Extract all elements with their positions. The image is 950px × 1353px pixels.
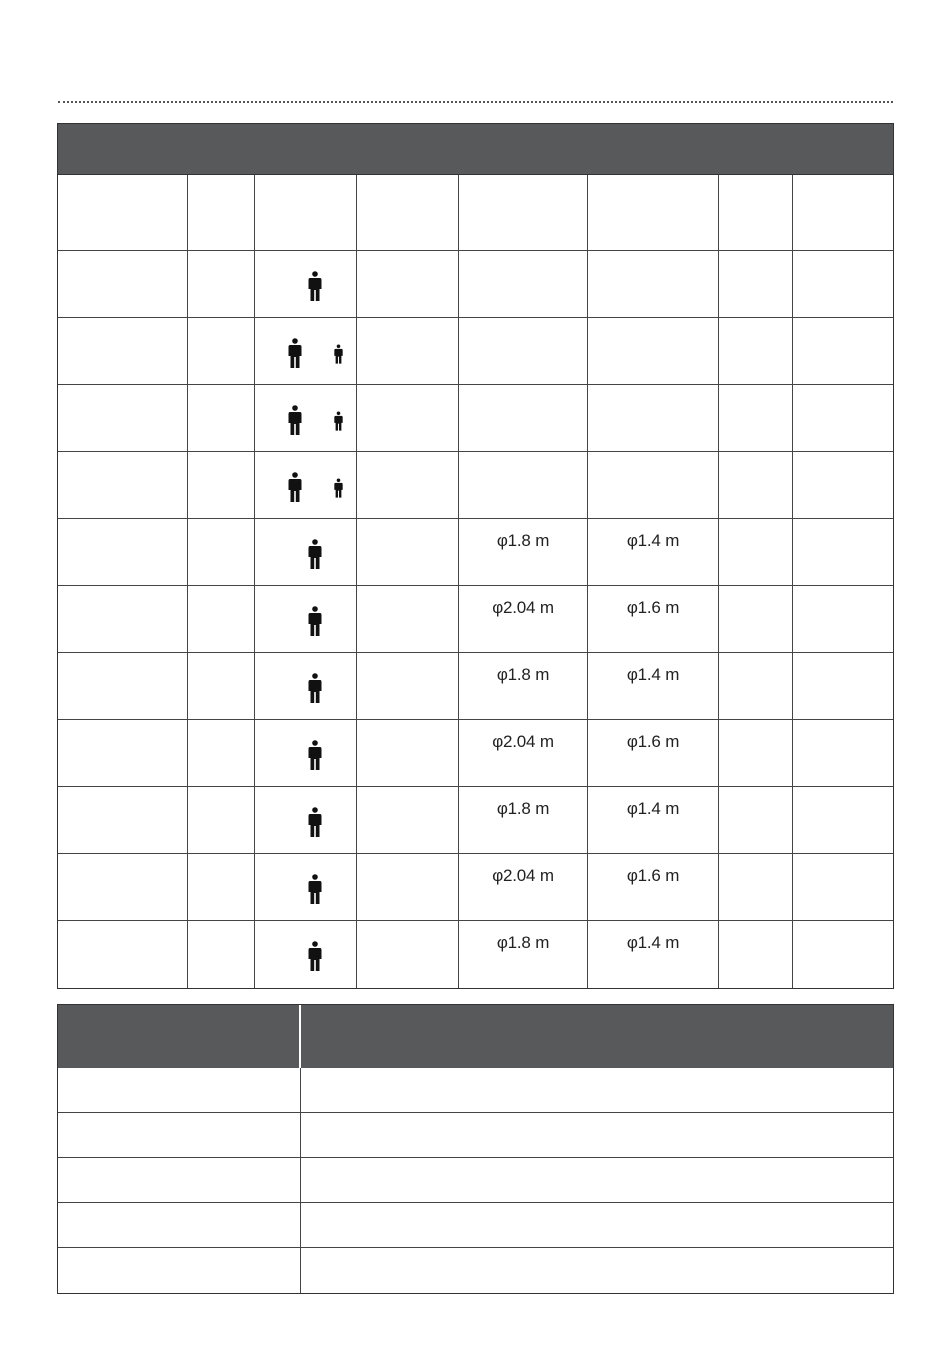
spec-cell <box>188 854 255 921</box>
adult-person-icon <box>288 405 302 435</box>
spec-cell <box>793 452 893 519</box>
adult-person-icon <box>308 673 322 703</box>
legend-table <box>57 1004 894 1294</box>
adult-person-icon <box>288 338 302 368</box>
occupancy-icon-cell <box>255 385 357 452</box>
legend-cell-key <box>58 1158 301 1203</box>
diameter-b-value: φ1.6 m <box>626 732 680 751</box>
spec-column-header-cell <box>255 175 357 251</box>
spec-cell <box>719 385 793 452</box>
spec-cell <box>719 586 793 653</box>
diameter-b-cell <box>588 653 719 720</box>
legend-cell-key <box>58 1203 301 1248</box>
spec-cell <box>188 385 255 452</box>
legend-cell-value <box>301 1158 893 1203</box>
spec-cell <box>793 921 893 988</box>
occupancy-icon-cell <box>255 318 357 385</box>
spec-column-header-cell <box>793 175 893 251</box>
spec-cell <box>793 519 893 586</box>
spec-cell <box>58 720 188 787</box>
occupancy-icon-cell <box>255 720 357 787</box>
diameter-b-value: φ1.6 m <box>626 866 680 885</box>
spec-cell <box>58 921 188 988</box>
occupancy-icons <box>255 921 356 988</box>
spec-cell <box>357 519 459 586</box>
diameter-a-value: φ2.04 m <box>492 598 554 617</box>
spec-cell <box>188 586 255 653</box>
diameter-a-cell <box>459 251 588 318</box>
occupancy-icons <box>255 720 356 786</box>
spec-cell <box>719 452 793 519</box>
spec-column-header-cell <box>188 175 255 251</box>
diameter-b-cell <box>588 586 719 653</box>
occupancy-icon-cell <box>255 653 357 720</box>
diameter-b-cell <box>588 385 719 452</box>
diameter-a-value: φ1.8 m <box>496 799 550 818</box>
occupancy-icons <box>255 519 356 585</box>
spec-cell <box>357 452 459 519</box>
spec-cell <box>58 787 188 854</box>
spec-cell <box>357 586 459 653</box>
occupancy-icon-cell <box>255 519 357 586</box>
adult-person-icon <box>308 606 322 636</box>
diameter-b-value: φ1.4 m <box>626 665 680 684</box>
occupancy-icon-cell <box>255 854 357 921</box>
adult-person-icon <box>308 271 322 301</box>
diameter-a-value: φ1.8 m <box>496 933 550 952</box>
spec-cell <box>188 653 255 720</box>
adult-person-icon <box>308 539 322 569</box>
child-person-icon <box>334 478 343 498</box>
diameter-b-cell <box>588 787 719 854</box>
spec-cell <box>188 921 255 988</box>
child-person-icon <box>334 344 343 364</box>
diameter-b-cell <box>588 720 719 787</box>
spec-cell <box>58 653 188 720</box>
occupancy-icons <box>255 318 356 384</box>
diameter-b-cell <box>588 318 719 385</box>
spec-cell <box>719 720 793 787</box>
spec-cell <box>719 787 793 854</box>
spec-cell <box>793 787 893 854</box>
legend-cell-key <box>58 1068 301 1113</box>
spec-cell <box>357 854 459 921</box>
dotted-divider <box>58 101 893 103</box>
spec-cell <box>793 653 893 720</box>
legend-table-grid <box>58 1005 893 1293</box>
spec-cell <box>719 653 793 720</box>
diameter-b-cell <box>588 251 719 318</box>
legend-cell-key <box>58 1113 301 1158</box>
spec-cell <box>188 452 255 519</box>
spec-cell <box>188 787 255 854</box>
diameter-a-cell <box>459 720 588 787</box>
diameter-a-cell <box>459 854 588 921</box>
diameter-b-cell <box>588 519 719 586</box>
diameter-a-cell <box>459 787 588 854</box>
occupancy-icons <box>255 385 356 451</box>
spec-cell <box>58 519 188 586</box>
adult-person-icon <box>288 472 302 502</box>
occupancy-icons <box>255 787 356 853</box>
diameter-b-value: φ1.4 m <box>626 933 680 952</box>
spec-table <box>57 123 894 989</box>
spec-cell <box>58 854 188 921</box>
diameter-a-value: φ2.04 m <box>492 866 554 885</box>
spec-cell <box>357 251 459 318</box>
diameter-b-cell <box>588 854 719 921</box>
spec-cell <box>793 854 893 921</box>
diameter-a-cell <box>459 519 588 586</box>
spec-cell <box>188 519 255 586</box>
diameter-b-cell <box>588 452 719 519</box>
occupancy-icon-cell <box>255 787 357 854</box>
spec-cell <box>58 385 188 452</box>
adult-person-icon <box>308 740 322 770</box>
adult-person-icon <box>308 807 322 837</box>
diameter-a-cell <box>459 452 588 519</box>
adult-person-icon <box>308 874 322 904</box>
spec-cell <box>188 318 255 385</box>
spec-cell <box>58 318 188 385</box>
legend-header-right <box>301 1005 893 1068</box>
spec-cell <box>357 921 459 988</box>
spec-cell <box>719 251 793 318</box>
diameter-b-cell <box>588 921 719 988</box>
spec-cell <box>793 385 893 452</box>
spec-cell <box>793 720 893 787</box>
diameter-a-cell <box>459 385 588 452</box>
spec-cell <box>357 318 459 385</box>
spec-cell <box>188 251 255 318</box>
legend-cell-key <box>58 1248 301 1293</box>
diameter-a-cell <box>459 921 588 988</box>
diameter-a-cell <box>459 586 588 653</box>
spec-cell <box>719 921 793 988</box>
spec-table-header-bar <box>58 124 893 175</box>
adult-person-icon <box>308 941 322 971</box>
spec-cell <box>58 586 188 653</box>
spec-cell <box>188 720 255 787</box>
spec-cell <box>357 787 459 854</box>
diameter-b-value: φ1.4 m <box>626 531 680 550</box>
diameter-a-value: φ2.04 m <box>492 732 554 751</box>
legend-cell-value <box>301 1248 893 1293</box>
occupancy-icons <box>255 251 356 317</box>
legend-header-left <box>58 1005 301 1068</box>
spec-table-grid <box>58 175 893 988</box>
occupancy-icons <box>255 854 356 920</box>
spec-cell <box>719 519 793 586</box>
occupancy-icon-cell <box>255 251 357 318</box>
legend-cell-value <box>301 1068 893 1113</box>
occupancy-icons <box>255 653 356 719</box>
spec-cell <box>58 452 188 519</box>
spec-cell <box>58 251 188 318</box>
spec-cell <box>357 385 459 452</box>
diameter-b-value: φ1.6 m <box>626 598 680 617</box>
spec-column-header-cell <box>588 175 719 251</box>
occupancy-icon-cell <box>255 586 357 653</box>
spec-column-header-cell <box>719 175 793 251</box>
legend-cell-value <box>301 1203 893 1248</box>
diameter-b-value: φ1.4 m <box>626 799 680 818</box>
spec-column-header-cell <box>459 175 588 251</box>
diameter-a-cell <box>459 318 588 385</box>
occupancy-icon-cell <box>255 921 357 988</box>
occupancy-icons <box>255 452 356 518</box>
spec-column-header-cell <box>58 175 188 251</box>
spec-cell <box>793 318 893 385</box>
spec-cell <box>793 251 893 318</box>
diameter-a-cell <box>459 653 588 720</box>
diameter-a-value: φ1.8 m <box>496 665 550 684</box>
spec-column-header-cell <box>357 175 459 251</box>
spec-cell <box>719 318 793 385</box>
legend-cell-value <box>301 1113 893 1158</box>
spec-cell <box>793 586 893 653</box>
child-person-icon <box>334 411 343 431</box>
spec-cell <box>719 854 793 921</box>
spec-cell <box>357 653 459 720</box>
diameter-a-value: φ1.8 m <box>496 531 550 550</box>
occupancy-icons <box>255 586 356 652</box>
spec-cell <box>357 720 459 787</box>
occupancy-icon-cell <box>255 452 357 519</box>
